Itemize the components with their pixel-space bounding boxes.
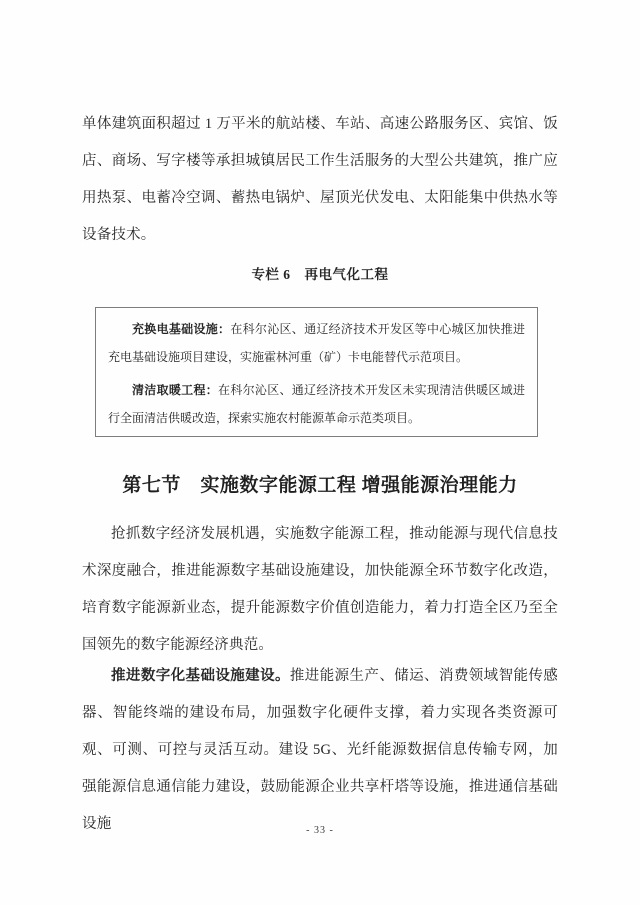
callout-box-item (108, 376, 525, 432)
page-number: - 33 - (306, 825, 334, 836)
paragraph-text: 抢抓数字经济发展机遇，实施数字能源工程，推动能源与现代信息技术深度融合，推进能源数字基础设施建设，加快能源全环节数字化改造，培育数字能源新业态，提升能源数字价值创造能力，着力打造全区乃至全国领先的数字能源经济典范。 (82, 526, 558, 653)
callout-item-text: 在科尔沁区、通辽经济技术开发区等中心城区加快推进充电基础设施项目建设，实施霍林河重（矿）卡电能替代示范项目。 (108, 322, 525, 364)
callout-item-lead: 清洁取暖工程： (132, 383, 219, 397)
callout-item-text: 在科尔沁区、通辽经济技术开发区未实现清洁供暖区域进行全面清洁供暖改造，探索实施农村能源革命示范类项目。 (108, 383, 525, 425)
callout-box (95, 307, 538, 437)
paragraph-lead: 推进数字化基础设施建设。 (111, 668, 290, 684)
section-heading: 第七节 实施数字能源工程 增强能源治理能力 (122, 475, 518, 496)
callout-item-lead: 充换电基础设施： (132, 322, 231, 336)
paragraph-text: 推进能源生产、储运、消费领域智能传感器、智能终端的建设布局，加强数字化硬件支撑，着力实现各类资源可观、可测、可控与灵活互动。建设 5G、光纤能源数据信息传输专网，加强能源信息通信能力建设，鼓励能源企业共享杆塔等设施，推进通信基础设施 (82, 668, 558, 832)
continuation-paragraph: 单体建筑面积超过 1 万平米的航站楼、车站、高速公路服务区、宾馆、饭店、商场、写字楼等承担城镇居民工作生活服务的大型公共建筑，推广应用热泵、电蓄冷空调、蓄热电锅炉、屋顶光伏发电、太阳能集中供热水等设备技术。 (82, 116, 558, 243)
body-paragraph (82, 658, 558, 843)
body-paragraph (82, 516, 558, 664)
callout-box-item (108, 315, 525, 371)
callout-box-title: 专栏 6 再电气化工程 (251, 267, 389, 282)
